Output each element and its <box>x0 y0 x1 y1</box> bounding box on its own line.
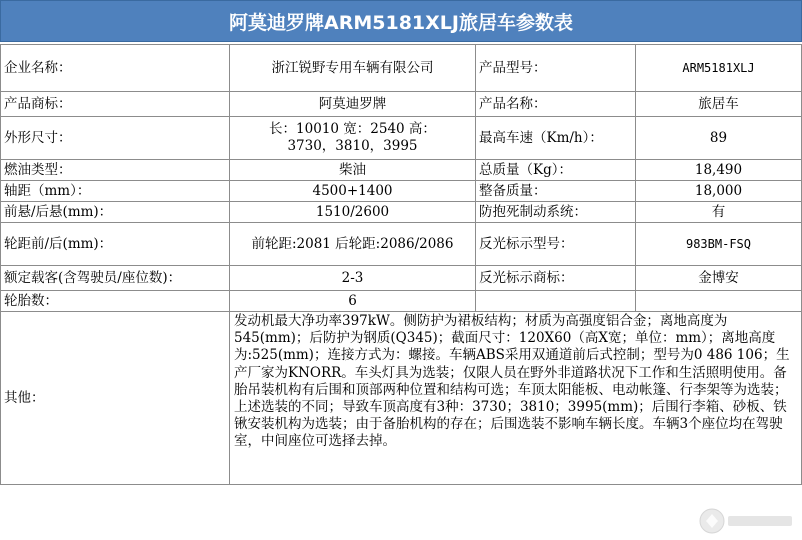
label-company: 企业名称： <box>1 45 230 92</box>
value-wheelbase: 4500+1400 <box>230 181 476 202</box>
label-tires: 轮胎数： <box>1 291 230 312</box>
value-reflector-model: 983BM-FSQ <box>636 223 802 266</box>
table-row <box>1 160 802 181</box>
value-overhang: 1510/2600 <box>230 202 476 223</box>
empty-cell <box>476 291 636 312</box>
spec-table <box>0 44 802 485</box>
label-wheelbase: 轴距（mm）： <box>1 181 230 202</box>
table-row <box>1 312 802 485</box>
value-company: 浙江锐野专用车辆有限公司 <box>230 45 476 92</box>
empty-cell <box>636 291 802 312</box>
value-tires: 6 <box>230 291 476 312</box>
value-track: 前轮距:2081 后轮距:2086/2086 <box>230 223 476 266</box>
value-gross-mass: 18,490 <box>636 160 802 181</box>
label-gross-mass: 总质量（Kg）： <box>476 160 636 181</box>
page-title: 阿莫迪罗牌ARM5181XLJ旅居车参数表 <box>0 0 802 42</box>
label-curb-mass: 整备质量： <box>476 181 636 202</box>
value-model: ARM5181XLJ <box>636 45 802 92</box>
value-fuel: 柴油 <box>230 160 476 181</box>
value-curb-mass: 18,000 <box>636 181 802 202</box>
table-row <box>1 223 802 266</box>
table-row <box>1 117 802 160</box>
watermark-logo-icon <box>698 506 796 536</box>
table-row <box>1 45 802 92</box>
value-other: 发动机最大净功率397kW。侧防护为裙板结构；材质为高强度铝合金；离地高度为545(mm)；后防护为钢质(Q345)；截面尺寸：120X60（高X宽；单位：mm）；离地高度为:525(mm)；连接方式为：螺接。车辆ABS采用双通道前后式控制；型号为0 486 106；生产厂家为KNORR。车头灯具为选装；仅限人员在野外非道路状况下工作和生活照明使用。备胎吊装机构有后围和顶部两种位置和结构可选；车顶太阳能板、电动帐篷、行李架等为选装；上述选装的不同；导致车顶高度有3种：3730；3810；3995(mm)；后围行李箱、砂板、铁锹安装机构为选装；由于备胎机构的存在；后围选装不影响车辆长度。车辆3个座位均在驾驶室，中间座位可选择去掉。 <box>230 312 802 485</box>
label-abs: 防抱死制动系统： <box>476 202 636 223</box>
label-reflector-brand: 反光标示商标： <box>476 266 636 291</box>
table-row <box>1 181 802 202</box>
table-row <box>1 291 802 312</box>
label-dimensions: 外形尺寸： <box>1 117 230 160</box>
table-row <box>1 202 802 223</box>
value-reflector-brand: 金博安 <box>636 266 802 291</box>
label-fuel: 燃油类型： <box>1 160 230 181</box>
label-overhang: 前悬/后悬(mm)： <box>1 202 230 223</box>
label-product-name: 产品名称： <box>476 92 636 117</box>
label-reflector-model: 反光标示型号： <box>476 223 636 266</box>
table-row <box>1 92 802 117</box>
label-model: 产品型号： <box>476 45 636 92</box>
value-product-name: 旅居车 <box>636 92 802 117</box>
value-passengers: 2-3 <box>230 266 476 291</box>
value-max-speed: 89 <box>636 117 802 160</box>
value-dimensions: 长：10010 宽：2540 高：3730，3810，3995 <box>230 117 476 160</box>
table-row <box>1 266 802 291</box>
label-track: 轮距前/后(mm)： <box>1 223 230 266</box>
label-brand: 产品商标： <box>1 92 230 117</box>
label-max-speed: 最高车速（Km/h）： <box>476 117 636 160</box>
value-brand: 阿莫迪罗牌 <box>230 92 476 117</box>
value-abs: 有 <box>636 202 802 223</box>
label-passengers: 额定载客(含驾驶员/座位数)： <box>1 266 230 291</box>
label-other: 其他： <box>1 312 230 485</box>
